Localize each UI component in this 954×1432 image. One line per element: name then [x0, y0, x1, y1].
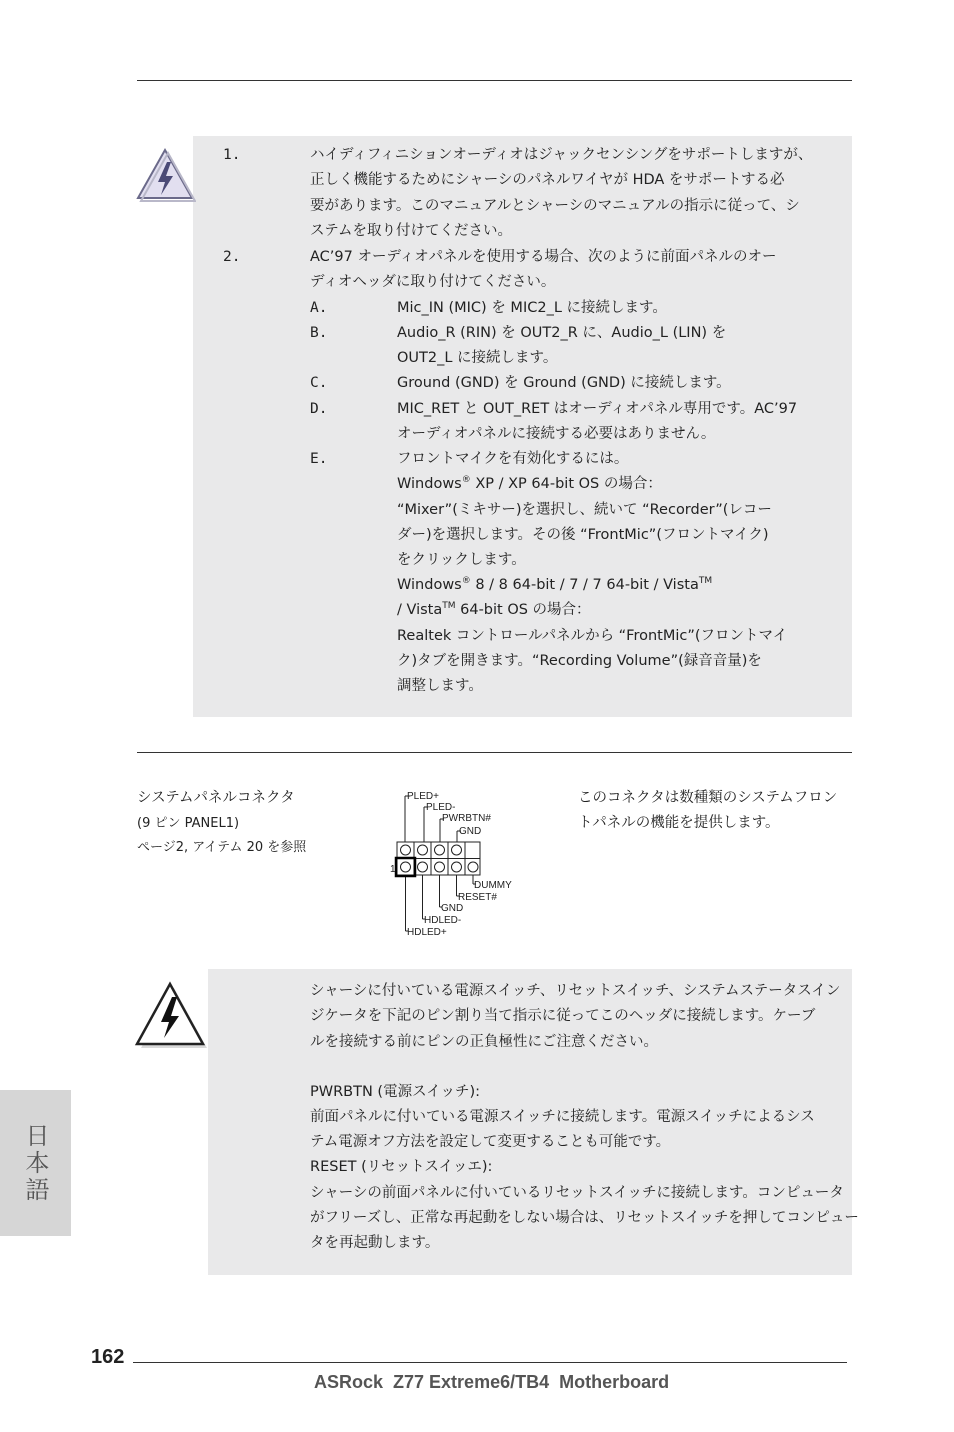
- item-2-line: ディオヘッダに取り付けてください。: [310, 274, 556, 290]
- subitem-letter: E.: [310, 451, 328, 467]
- reset-line: がフリーズし、正常な再起動をしない場合は、リセットスイッチを押してコンピュー: [310, 1210, 859, 1226]
- win8-heading: Windows® 8 / 8 64-bit / 7 / 7 64-bit / Vista™: [397, 576, 713, 593]
- xp-heading: Windows® XP / XP 64-bit OS の場合：: [397, 475, 662, 492]
- footer-title: ASRock Z77 Extreme6/TB4 Motherboard: [314, 1372, 670, 1392]
- panel-description-line: このコネクタは数種類のシステムフロン: [578, 790, 838, 806]
- item-1-line: 要があります。このマニュアルとシャーシのマニュアルの指示に従って、シ: [310, 198, 800, 214]
- subitem-line: Ground (GND) を Ground (GND) に接続します。: [397, 375, 731, 391]
- note2-intro-line: ルを接続する前にピンの正負極性にご注意ください。: [310, 1034, 658, 1050]
- reset-title: RESET (リセットスイッエ):: [310, 1159, 493, 1175]
- top-rule: [137, 80, 852, 81]
- warning-icon: [134, 146, 196, 204]
- pin-label: RESET#: [458, 892, 497, 903]
- footer-rule: [133, 1362, 847, 1363]
- subitem-line: フロントマイクを有効化するには。: [397, 451, 629, 467]
- item-2-line: AC’97 オーディオパネルを使用する場合、次のように前面パネルのオー: [310, 249, 777, 265]
- language-label: 日本語: [21, 1122, 49, 1204]
- pin-label: PWRBTN#: [442, 813, 491, 824]
- panel-connector-title: システムパネルコネクタ: [137, 790, 295, 806]
- pin-label: HDLED-: [424, 915, 462, 926]
- panel-header-diagram: [388, 786, 528, 938]
- win8-line: 調整します。: [397, 678, 483, 694]
- pwrbtn-title: PWRBTN (電源スイッチ):: [310, 1084, 481, 1100]
- subitem-line: MIC_RET と OUT_RET はオーディオパネル専用です。AC’97: [397, 401, 798, 417]
- win8-line: Realtek コントロールパネルから “FrontMic”(フロントマイ: [397, 628, 788, 644]
- panel-pin-ref: (9 ピン PANEL1): [137, 816, 240, 831]
- reset-line: タを再起動します。: [310, 1235, 440, 1251]
- pin-label: HDLED+: [407, 927, 447, 938]
- item-number: 1.: [223, 147, 241, 163]
- pin-label: GND: [459, 826, 482, 837]
- language-tab: [0, 1090, 71, 1236]
- pin-label: PLED-: [426, 802, 456, 813]
- note2-intro-line: シャーシに付いている電源スイッチ、リセットスイッチ、システムステータスイン: [310, 983, 841, 999]
- pwrbtn-line: 前面パネルに付いている電源スイッチに接続します。電源スイッチによるシス: [310, 1109, 815, 1125]
- pin-label: GND: [441, 903, 464, 914]
- pwrbtn-line: テム電源オフ方法を設定して変更することも可能です。: [310, 1134, 671, 1150]
- win8-line: ク)タブを開きます。“Recording Volume”(録音音量)を: [397, 653, 762, 669]
- win8-heading-cont: / Vista™ 64-bit OS の場合：: [397, 601, 591, 618]
- subitem-letter: A.: [310, 300, 328, 316]
- page-number: 162: [91, 1346, 125, 1368]
- warning-icon: [134, 980, 210, 1052]
- panel-description-line: トパネルの機能を提供します。: [578, 815, 780, 831]
- xp-line: をクリックします。: [397, 552, 526, 568]
- subitem-line: Audio_R (RIN) を OUT2_R に、Audio_L (LIN) を: [397, 325, 727, 341]
- note2-intro-line: ジケータを下記のピン割り当て指示に従ってこのヘッダに接続します。ケーブ: [310, 1008, 816, 1024]
- item-1-line: ハイディフィニションオーディオはジャックセンシングをサポートしますが、: [310, 147, 813, 163]
- pin-label: DUMMY: [474, 880, 512, 891]
- pin-label: PLED+: [407, 791, 439, 802]
- subitem-line: Mic_IN (MIC) を MIC2_L に接続します。: [397, 300, 667, 316]
- subitem-letter: B.: [310, 325, 328, 341]
- pin-1-label: 1: [390, 864, 396, 875]
- item-number: 2.: [223, 249, 241, 265]
- xp-line: ダー)を選択します。その後 “FrontMic”(フロントマイク): [397, 527, 769, 543]
- subitem-letter: D.: [310, 401, 328, 417]
- subitem-letter: C.: [310, 375, 328, 391]
- panel-page-ref: ページ2, アイテム 20 を参照: [137, 840, 307, 855]
- subitem-line: OUT2_L に接続します。: [397, 350, 558, 366]
- xp-line: “Mixer”(ミキサー)を選択し、続いて “Recorder”(レコー: [397, 502, 772, 518]
- subitem-line: オーディオパネルに接続する必要はありません。: [397, 426, 716, 442]
- item-1-line: 正しく機能するためにシャーシのパネルワイヤが HDA をサポートする必: [310, 172, 785, 188]
- section-rule: [137, 752, 852, 753]
- item-1-line: ステムを取り付けてください。: [310, 223, 512, 239]
- reset-line: シャーシの前面パネルに付いているリセットスイッチに接続します。コンピュータ: [310, 1185, 844, 1201]
